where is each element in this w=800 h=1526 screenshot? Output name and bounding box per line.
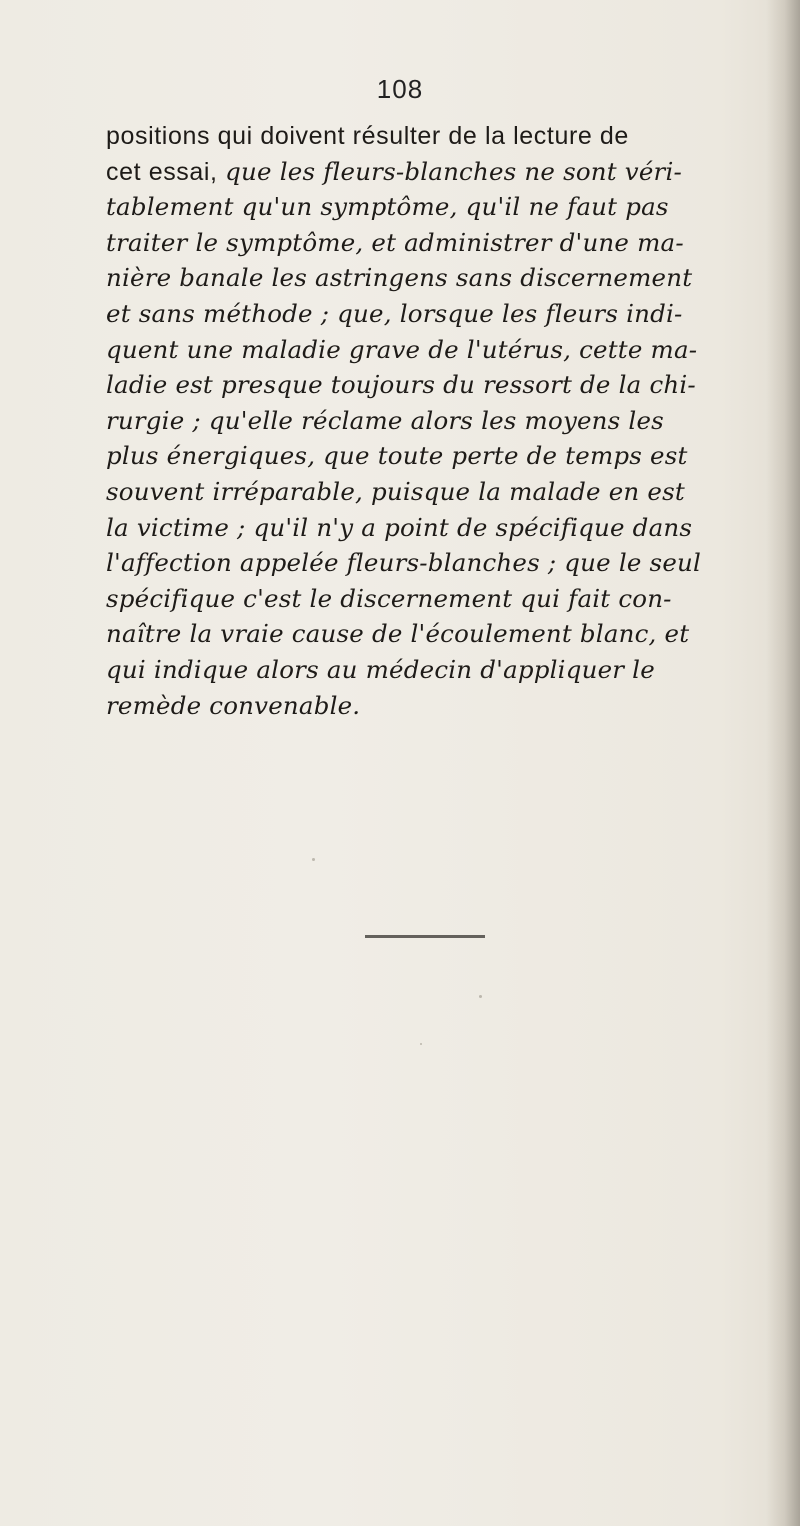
italic-text: souvent irréparable, puisque la malade en est [106,476,685,506]
text-line [106,652,766,688]
roman-text: cet essai, [106,157,226,186]
text-line [106,474,766,510]
italic-text: remède convenable. [106,690,361,720]
text-line [106,438,766,474]
italic-text: l'affection appelée fleurs-blanches ; que le seul [106,548,702,578]
italic-text: que les fleurs-blanches ne sont véri- [225,156,682,186]
text-line [106,118,766,154]
body-paragraph [106,118,766,723]
italic-text: rurgie ; qu'elle réclame alors les moyens les [106,405,664,435]
text-line [106,367,766,403]
text-line [106,403,766,439]
text-line [106,616,766,652]
italic-text: spécifique c'est le discernement qui fait con- [106,583,672,613]
text-line [106,510,766,546]
paper-speck [312,858,315,861]
paper-speck [479,995,482,998]
roman-text: positions qui doivent résulter de la lecture de [106,122,629,150]
italic-text: naître la vraie cause de l'écoulement blanc, et [106,619,690,649]
italic-text: plus énergiques, que toute perte de temps est [106,441,688,471]
end-rule [365,935,485,938]
text-line [106,189,766,225]
italic-text: qui indique alors au médecin d'appliquer le [106,654,655,684]
text-line [106,296,766,332]
page-number: 108 [376,74,424,104]
italic-text: la victime ; qu'il n'y a point de spécifique dans [106,512,693,542]
italic-text: traiter le symptôme, et administrer d'une ma- [106,227,684,257]
text-line [106,581,766,617]
text-line [106,332,766,368]
text-line [106,688,766,724]
italic-text: nière banale les astringens sans discernement [106,263,693,293]
page-edge-shadow [766,0,800,1526]
italic-text: quent une maladie grave de l'utérus, cette ma- [106,334,698,364]
text-line [106,545,766,581]
paper-speck [420,1043,422,1045]
text-line [106,225,766,261]
italic-text: et sans méthode ; que, lorsque les fleurs indi- [106,298,683,328]
text-line [106,154,766,190]
italic-text: tablement qu'un symptôme, qu'il ne faut pas [106,192,669,222]
text-line [106,260,766,296]
italic-text: ladie est presque toujours du ressort de la chi- [106,370,696,400]
